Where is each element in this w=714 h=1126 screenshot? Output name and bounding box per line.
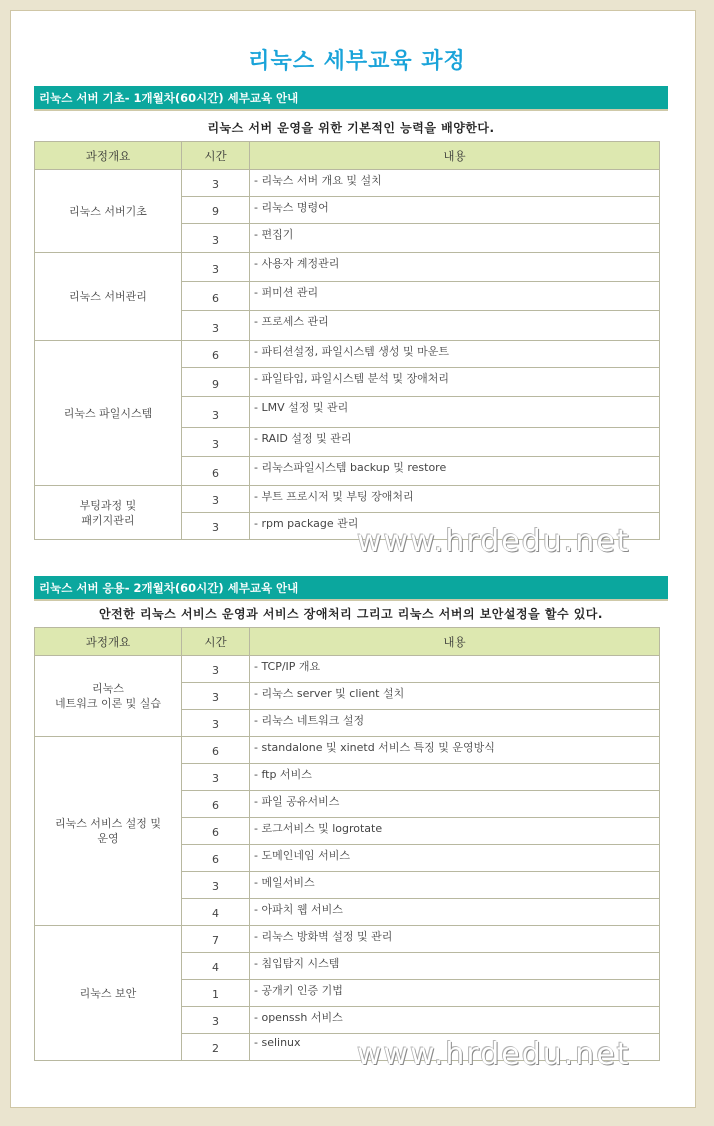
section-2-table-body [35, 656, 660, 1061]
hours-cell: 6 [182, 457, 250, 486]
category-cell: 리눅스 서버관리 [35, 253, 182, 341]
section-1-table-body [35, 170, 660, 540]
section-2-course-table [34, 627, 660, 1061]
header-hours: 시간 [182, 142, 250, 170]
content-cell: - 편집기 [250, 224, 660, 253]
hours-cell: 3 [182, 428, 250, 457]
header-category: 과정개요 [35, 142, 182, 170]
page-title: 리눅스 세부교육 과정 [248, 49, 466, 74]
content-cell: - 파일 공유서비스 [250, 791, 660, 818]
header-content: 내용 [250, 628, 660, 656]
hours-cell: 9 [182, 197, 250, 224]
hours-cell: 7 [182, 926, 250, 953]
hours-cell: 2 [182, 1034, 250, 1061]
content-cell: - 아파치 웹 서비스 [250, 899, 660, 926]
table-row [35, 737, 660, 764]
hours-cell: 4 [182, 953, 250, 980]
category-cell: 리눅스 서버기초 [35, 170, 182, 253]
hours-cell: 6 [182, 845, 250, 872]
section-1-heading: 리눅스 서버 기초- 1개월차(60시간) 세부교육 안내 [34, 86, 668, 111]
content-cell: - 리눅스 서버 개요 및 설치 [250, 170, 660, 197]
hours-cell: 3 [182, 224, 250, 253]
content-cell: - 도메인네임 서비스 [250, 845, 660, 872]
content-cell: - 리눅스 server 및 client 설치 [250, 683, 660, 710]
hours-cell: 3 [182, 486, 250, 513]
watermark-1: www.hrdedu.net [357, 524, 631, 559]
hours-cell: 9 [182, 368, 250, 397]
table-row [35, 341, 660, 368]
hours-cell: 6 [182, 791, 250, 818]
content-cell: - LMV 설정 및 관리 [250, 397, 660, 428]
section-2-subtitle: 안전한 리눅스 서비스 운영과 서비스 장애처리 그리고 리눅스 서버의 보안설정을 할수 있다. [99, 607, 603, 621]
category-cell: 부팅과정 및 패키지관리 [35, 486, 182, 540]
content-cell: - 공개키 인증 기법 [250, 980, 660, 1007]
hours-cell: 3 [182, 170, 250, 197]
content-cell: - selinux [250, 1034, 660, 1061]
category-cell: 리눅스 네트워크 이론 및 실습 [35, 656, 182, 737]
content-cell: - openssh 서비스 [250, 1007, 660, 1034]
table-row [35, 656, 660, 683]
hours-cell: 3 [182, 253, 250, 282]
hours-cell: 6 [182, 341, 250, 368]
hours-cell: 3 [182, 683, 250, 710]
content-cell: - 파일타입, 파일시스템 분석 및 장애처리 [250, 368, 660, 397]
content-cell: - 프로세스 관리 [250, 311, 660, 341]
section-1-subtitle: 리눅스 서버 운영을 위한 기본적인 능력을 배양한다. [207, 121, 495, 135]
table-header-row [35, 142, 660, 170]
content-cell: - 리눅스파일시스템 backup 및 restore [250, 457, 660, 486]
category-cell: 리눅스 파일시스템 [35, 341, 182, 486]
hours-cell: 3 [182, 397, 250, 428]
table-row [35, 170, 660, 197]
table-row [35, 926, 660, 953]
hours-cell: 3 [182, 311, 250, 341]
content-cell: - 침입탐지 시스템 [250, 953, 660, 980]
content-cell: - RAID 설정 및 관리 [250, 428, 660, 457]
content-cell: - 부트 프로시저 및 부팅 장애처리 [250, 486, 660, 513]
header-hours: 시간 [182, 628, 250, 656]
hours-cell: 4 [182, 899, 250, 926]
hours-cell: 3 [182, 872, 250, 899]
hours-cell: 3 [182, 656, 250, 683]
hours-cell: 6 [182, 282, 250, 311]
table-row [35, 486, 660, 513]
hours-cell: 3 [182, 513, 250, 540]
section-1-course-table [34, 141, 660, 540]
category-cell: 리눅스 서비스 설정 및 운영 [35, 737, 182, 926]
category-cell: 리눅스 보안 [35, 926, 182, 1061]
hours-cell: 3 [182, 710, 250, 737]
header-category: 과정개요 [35, 628, 182, 656]
watermark-2: www.hrdedu.net [357, 1037, 631, 1072]
content-cell: - standalone 및 xinetd 서비스 특징 및 운영방식 [250, 737, 660, 764]
content-cell: - 파티션설정, 파일시스템 생성 및 마운트 [250, 341, 660, 368]
hours-cell: 1 [182, 980, 250, 1007]
table-header-row [35, 628, 660, 656]
section-2-heading: 리눅스 서버 응용- 2개월차(60시간) 세부교육 안내 [34, 576, 668, 601]
content-cell: - 리눅스 명령어 [250, 197, 660, 224]
content-cell: - rpm package 관리 [250, 513, 660, 540]
content-cell: - 리눅스 방화벽 설정 및 관리 [250, 926, 660, 953]
content-cell: - 메일서비스 [250, 872, 660, 899]
content-cell: - 사용자 계정관리 [250, 253, 660, 282]
content-cell: - ftp 서비스 [250, 764, 660, 791]
content-cell: - TCP/IP 개요 [250, 656, 660, 683]
content-cell: - 로그서비스 및 logrotate [250, 818, 660, 845]
hours-cell: 6 [182, 737, 250, 764]
hours-cell: 3 [182, 1007, 250, 1034]
hours-cell: 3 [182, 764, 250, 791]
content-cell: - 퍼미션 관리 [250, 282, 660, 311]
content-cell: - 리눅스 네트워크 설정 [250, 710, 660, 737]
table-row [35, 253, 660, 282]
hours-cell: 6 [182, 818, 250, 845]
header-content: 내용 [250, 142, 660, 170]
